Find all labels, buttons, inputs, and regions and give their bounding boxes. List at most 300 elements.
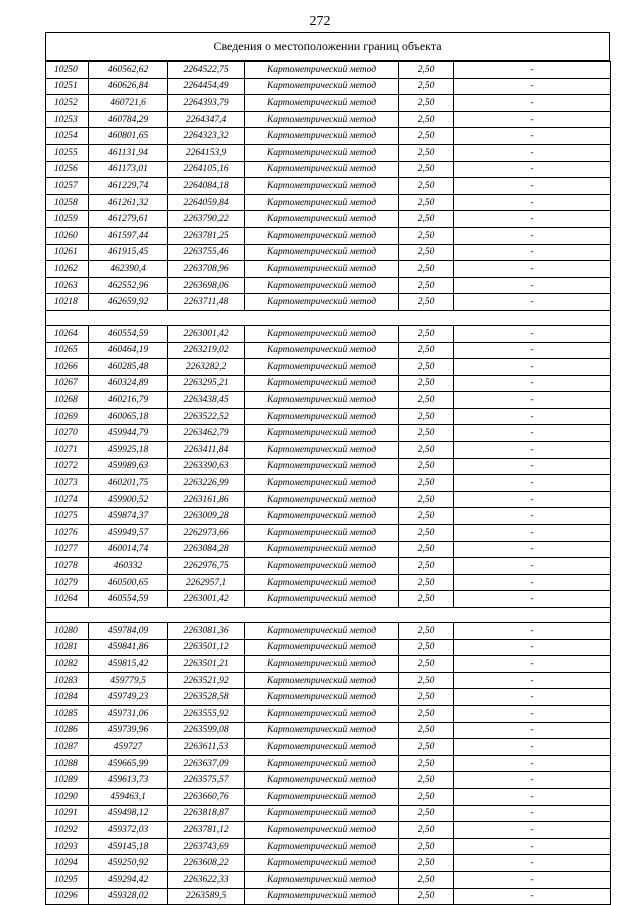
table-row [46,144,611,161]
description-cell: - [454,656,611,673]
method-cell: Картометрический метод [245,178,399,195]
point-number-cell: 10260 [46,227,89,244]
description-cell: - [454,788,611,805]
description-cell: - [454,425,611,442]
x-coordinate-cell: 459727 [89,739,168,756]
method-cell: Картометрический метод [245,161,399,178]
point-number-cell: 10286 [46,722,89,739]
table-row [46,408,611,425]
y-coordinate-cell: 2263521,92 [168,672,245,689]
method-cell: Картометрический метод [245,755,399,772]
accuracy-cell: 2,50 [399,838,454,855]
method-cell: Картометрический метод [245,574,399,591]
point-number-cell: 10292 [46,822,89,839]
group-separator-cell [46,608,611,623]
accuracy-cell: 2,50 [399,78,454,95]
y-coordinate-cell: 2262976,75 [168,558,245,575]
accuracy-cell: 2,50 [399,591,454,608]
y-coordinate-cell: 2263161,86 [168,491,245,508]
x-coordinate-cell: 460332 [89,558,168,575]
x-coordinate-cell: 460554,59 [89,325,168,342]
point-number-cell: 10285 [46,705,89,722]
description-cell: - [454,672,611,689]
accuracy-cell: 2,50 [399,672,454,689]
description-cell: - [454,458,611,475]
method-cell: Картометрический метод [245,822,399,839]
accuracy-cell: 2,50 [399,508,454,525]
x-coordinate-cell: 459749,23 [89,689,168,706]
accuracy-cell: 2,50 [399,525,454,542]
method-cell: Картометрический метод [245,672,399,689]
method-cell: Картометрический метод [245,194,399,211]
point-number-cell: 10255 [46,144,89,161]
x-coordinate-cell: 459949,57 [89,525,168,542]
accuracy-cell: 2,50 [399,425,454,442]
accuracy-cell: 2,50 [399,392,454,409]
method-cell: Картометрический метод [245,656,399,673]
method-cell: Картометрический метод [245,144,399,161]
method-cell: Картометрический метод [245,78,399,95]
y-coordinate-cell: 2263818,87 [168,805,245,822]
x-coordinate-cell: 459874,37 [89,508,168,525]
point-number-cell: 10287 [46,739,89,756]
y-coordinate-cell: 2263522,52 [168,408,245,425]
x-coordinate-cell: 459328,02 [89,888,168,905]
accuracy-cell: 2,50 [399,111,454,128]
table-row [46,888,611,905]
description-cell: - [454,705,611,722]
method-cell: Картометрический метод [245,458,399,475]
method-cell: Картометрический метод [245,639,399,656]
point-number-cell: 10279 [46,574,89,591]
accuracy-cell: 2,50 [399,277,454,294]
table-row [46,211,611,228]
y-coordinate-cell: 2263438,45 [168,392,245,409]
y-coordinate-cell: 2264393,79 [168,95,245,112]
method-cell: Картометрический метод [245,722,399,739]
method-cell: Картометрический метод [245,211,399,228]
accuracy-cell: 2,50 [399,161,454,178]
x-coordinate-cell: 459944,79 [89,425,168,442]
accuracy-cell: 2,50 [399,623,454,640]
table-row [46,525,611,542]
method-cell: Картометрический метод [245,705,399,722]
point-number-cell: 10284 [46,689,89,706]
table-row [46,705,611,722]
table-row [46,475,611,492]
accuracy-cell: 2,50 [399,541,454,558]
description-cell: - [454,805,611,822]
point-number-cell: 10273 [46,475,89,492]
method-cell: Картометрический метод [245,558,399,575]
y-coordinate-cell: 2263462,79 [168,425,245,442]
accuracy-cell: 2,50 [399,574,454,591]
y-coordinate-cell: 2263599,08 [168,722,245,739]
point-number-cell: 10281 [46,639,89,656]
method-cell: Картометрический метод [245,408,399,425]
point-number-cell: 10288 [46,755,89,772]
x-coordinate-cell: 461597,44 [89,227,168,244]
accuracy-cell: 2,50 [399,722,454,739]
description-cell: - [454,591,611,608]
point-number-cell: 10280 [46,623,89,640]
y-coordinate-cell: 2263698,06 [168,277,245,294]
description-cell: - [454,62,611,79]
table-row [46,161,611,178]
method-cell: Картометрический метод [245,888,399,905]
point-number-cell: 10266 [46,359,89,376]
page-number: 272 [309,14,331,29]
table-row [46,623,611,640]
table-row [46,591,611,608]
coordinates-table [45,61,611,905]
y-coordinate-cell: 2263608,22 [168,855,245,872]
description-cell: - [454,211,611,228]
table-row [46,871,611,888]
table-row [46,805,611,822]
y-coordinate-cell: 2263660,76 [168,788,245,805]
table-row [46,755,611,772]
accuracy-cell: 2,50 [399,656,454,673]
y-coordinate-cell: 2263009,28 [168,508,245,525]
point-number-cell: 10265 [46,342,89,359]
y-coordinate-cell: 2264454,49 [168,78,245,95]
x-coordinate-cell: 460721,6 [89,95,168,112]
description-cell: - [454,359,611,376]
table-row [46,178,611,195]
point-number-cell: 10256 [46,161,89,178]
description-cell: - [454,375,611,392]
accuracy-cell: 2,50 [399,211,454,228]
x-coordinate-cell: 459294,42 [89,871,168,888]
accuracy-cell: 2,50 [399,359,454,376]
table-row [46,739,611,756]
method-cell: Картометрический метод [245,375,399,392]
method-cell: Картометрический метод [245,392,399,409]
description-cell: - [454,95,611,112]
method-cell: Картометрический метод [245,805,399,822]
point-number-cell: 10262 [46,261,89,278]
description-cell: - [454,392,611,409]
method-cell: Картометрический метод [245,95,399,112]
x-coordinate-cell: 459250,92 [89,855,168,872]
method-cell: Картометрический метод [245,227,399,244]
y-coordinate-cell: 2263589,5 [168,888,245,905]
table-row [46,244,611,261]
table-row [46,194,611,211]
accuracy-cell: 2,50 [399,375,454,392]
accuracy-cell: 2,50 [399,294,454,311]
description-cell: - [454,888,611,905]
description-cell: - [454,111,611,128]
y-coordinate-cell: 2263081,36 [168,623,245,640]
accuracy-cell: 2,50 [399,822,454,839]
point-number-cell: 10294 [46,855,89,872]
point-number-cell: 10261 [46,244,89,261]
accuracy-cell: 2,50 [399,788,454,805]
y-coordinate-cell: 2263637,09 [168,755,245,772]
x-coordinate-cell: 460285,48 [89,359,168,376]
description-cell: - [454,838,611,855]
method-cell: Картометрический метод [245,359,399,376]
description-cell: - [454,178,611,195]
point-number-cell: 10283 [46,672,89,689]
method-cell: Картометрический метод [245,689,399,706]
method-cell: Картометрический метод [245,541,399,558]
x-coordinate-cell: 462390,4 [89,261,168,278]
table-row [46,442,611,459]
group-separator [46,310,611,325]
description-cell: - [454,722,611,739]
x-coordinate-cell: 459145,18 [89,838,168,855]
table-row [46,558,611,575]
x-coordinate-cell: 459731,06 [89,705,168,722]
description-cell: - [454,574,611,591]
point-number-cell: 10253 [46,111,89,128]
y-coordinate-cell: 2263622,33 [168,871,245,888]
table-row [46,574,611,591]
accuracy-cell: 2,50 [399,805,454,822]
y-coordinate-cell: 2264153,9 [168,144,245,161]
description-cell: - [454,227,611,244]
x-coordinate-cell: 461131,94 [89,144,168,161]
section-title: Сведения о местоположении границ объекта [45,32,610,61]
description-cell: - [454,639,611,656]
method-cell: Картометрический метод [245,261,399,278]
x-coordinate-cell: 460562,62 [89,62,168,79]
y-coordinate-cell: 2263219,02 [168,342,245,359]
table-row [46,95,611,112]
point-number-cell: 10267 [46,375,89,392]
x-coordinate-cell: 459784,09 [89,623,168,640]
point-number-cell: 10264 [46,591,89,608]
description-cell: - [454,408,611,425]
accuracy-cell: 2,50 [399,442,454,459]
point-number-cell: 10269 [46,408,89,425]
point-number-cell: 10254 [46,128,89,145]
accuracy-cell: 2,50 [399,194,454,211]
y-coordinate-cell: 2263555,92 [168,705,245,722]
x-coordinate-cell: 460201,75 [89,475,168,492]
accuracy-cell: 2,50 [399,871,454,888]
x-coordinate-cell: 461915,45 [89,244,168,261]
table-row [46,508,611,525]
point-number-cell: 10218 [46,294,89,311]
y-coordinate-cell: 2263781,25 [168,227,245,244]
method-cell: Картометрический метод [245,475,399,492]
table-row [46,111,611,128]
method-cell: Картометрический метод [245,491,399,508]
accuracy-cell: 2,50 [399,458,454,475]
y-coordinate-cell: 2263575,57 [168,772,245,789]
point-number-cell: 10289 [46,772,89,789]
x-coordinate-cell: 462552,96 [89,277,168,294]
y-coordinate-cell: 2263711,48 [168,294,245,311]
x-coordinate-cell: 459841,86 [89,639,168,656]
table-row [46,689,611,706]
description-cell: - [454,161,611,178]
table-row [46,359,611,376]
point-number-cell: 10272 [46,458,89,475]
x-coordinate-cell: 460784,29 [89,111,168,128]
table-row [46,342,611,359]
x-coordinate-cell: 460464,19 [89,342,168,359]
y-coordinate-cell: 2264347,4 [168,111,245,128]
point-number-cell: 10257 [46,178,89,195]
point-number-cell: 10271 [46,442,89,459]
accuracy-cell: 2,50 [399,772,454,789]
accuracy-cell: 2,50 [399,558,454,575]
point-number-cell: 10276 [46,525,89,542]
description-cell: - [454,689,611,706]
y-coordinate-cell: 2264522,75 [168,62,245,79]
table-row [46,491,611,508]
accuracy-cell: 2,50 [399,325,454,342]
y-coordinate-cell: 2264105,16 [168,161,245,178]
method-cell: Картометрический метод [245,838,399,855]
y-coordinate-cell: 2263501,12 [168,639,245,656]
method-cell: Картометрический метод [245,623,399,640]
method-cell: Картометрический метод [245,294,399,311]
y-coordinate-cell: 2263781,12 [168,822,245,839]
y-coordinate-cell: 2263611,53 [168,739,245,756]
method-cell: Картометрический метод [245,325,399,342]
accuracy-cell: 2,50 [399,491,454,508]
table-row [46,277,611,294]
y-coordinate-cell: 2263295,21 [168,375,245,392]
y-coordinate-cell: 2263226,99 [168,475,245,492]
point-number-cell: 10295 [46,871,89,888]
table-row [46,458,611,475]
accuracy-cell: 2,50 [399,144,454,161]
method-cell: Картометрический метод [245,244,399,261]
x-coordinate-cell: 459815,42 [89,656,168,673]
description-cell: - [454,244,611,261]
y-coordinate-cell: 2263501,21 [168,656,245,673]
description-cell: - [454,128,611,145]
point-number-cell: 10293 [46,838,89,855]
accuracy-cell: 2,50 [399,705,454,722]
table-row [46,294,611,311]
point-number-cell: 10274 [46,491,89,508]
x-coordinate-cell: 461279,61 [89,211,168,228]
table-row [46,325,611,342]
accuracy-cell: 2,50 [399,62,454,79]
x-coordinate-cell: 460801,65 [89,128,168,145]
x-coordinate-cell: 460626,84 [89,78,168,95]
point-number-cell: 10268 [46,392,89,409]
y-coordinate-cell: 2264084,18 [168,178,245,195]
x-coordinate-cell: 459989,63 [89,458,168,475]
table-row [46,261,611,278]
point-number-cell: 10275 [46,508,89,525]
description-cell: - [454,294,611,311]
x-coordinate-cell: 460216,79 [89,392,168,409]
method-cell: Картометрический метод [245,277,399,294]
x-coordinate-cell: 461173,01 [89,161,168,178]
y-coordinate-cell: 2263790,22 [168,211,245,228]
y-coordinate-cell: 2263001,42 [168,325,245,342]
description-cell: - [454,342,611,359]
x-coordinate-cell: 460500,65 [89,574,168,591]
accuracy-cell: 2,50 [399,888,454,905]
method-cell: Картометрический метод [245,591,399,608]
x-coordinate-cell: 460324,89 [89,375,168,392]
x-coordinate-cell: 462659,92 [89,294,168,311]
y-coordinate-cell: 2263084,28 [168,541,245,558]
method-cell: Картометрический метод [245,788,399,805]
method-cell: Картометрический метод [245,739,399,756]
y-coordinate-cell: 2262957,1 [168,574,245,591]
y-coordinate-cell: 2263743,69 [168,838,245,855]
point-number-cell: 10250 [46,62,89,79]
point-number-cell: 10278 [46,558,89,575]
accuracy-cell: 2,50 [399,408,454,425]
method-cell: Картометрический метод [245,442,399,459]
y-coordinate-cell: 2263528,58 [168,689,245,706]
x-coordinate-cell: 460065,18 [89,408,168,425]
description-cell: - [454,855,611,872]
description-cell: - [454,822,611,839]
description-cell: - [454,442,611,459]
description-cell: - [454,491,611,508]
point-number-cell: 10251 [46,78,89,95]
description-cell: - [454,475,611,492]
x-coordinate-cell: 459372,03 [89,822,168,839]
method-cell: Картометрический метод [245,855,399,872]
coordinates-table-body [46,62,611,905]
table-row [46,722,611,739]
table-row [46,128,611,145]
table-row [46,855,611,872]
method-cell: Картометрический метод [245,342,399,359]
point-number-cell: 10270 [46,425,89,442]
description-cell: - [454,541,611,558]
table-row [46,656,611,673]
accuracy-cell: 2,50 [399,739,454,756]
y-coordinate-cell: 2262973,66 [168,525,245,542]
method-cell: Картометрический метод [245,772,399,789]
point-number-cell: 10252 [46,95,89,112]
point-number-cell: 10259 [46,211,89,228]
table-row [46,78,611,95]
x-coordinate-cell: 461261,32 [89,194,168,211]
accuracy-cell: 2,50 [399,342,454,359]
x-coordinate-cell: 460554,59 [89,591,168,608]
accuracy-cell: 2,50 [399,95,454,112]
method-cell: Картометрический метод [245,128,399,145]
table-row [46,62,611,79]
method-cell: Картометрический метод [245,525,399,542]
y-coordinate-cell: 2263708,96 [168,261,245,278]
description-cell: - [454,772,611,789]
point-number-cell: 10277 [46,541,89,558]
accuracy-cell: 2,50 [399,178,454,195]
y-coordinate-cell: 2263755,46 [168,244,245,261]
x-coordinate-cell: 459463,1 [89,788,168,805]
point-number-cell: 10290 [46,788,89,805]
accuracy-cell: 2,50 [399,128,454,145]
description-cell: - [454,755,611,772]
accuracy-cell: 2,50 [399,261,454,278]
accuracy-cell: 2,50 [399,689,454,706]
description-cell: - [454,871,611,888]
x-coordinate-cell: 459925,18 [89,442,168,459]
group-separator [46,608,611,623]
table-row [46,822,611,839]
point-number-cell: 10296 [46,888,89,905]
x-coordinate-cell: 459900,52 [89,491,168,508]
